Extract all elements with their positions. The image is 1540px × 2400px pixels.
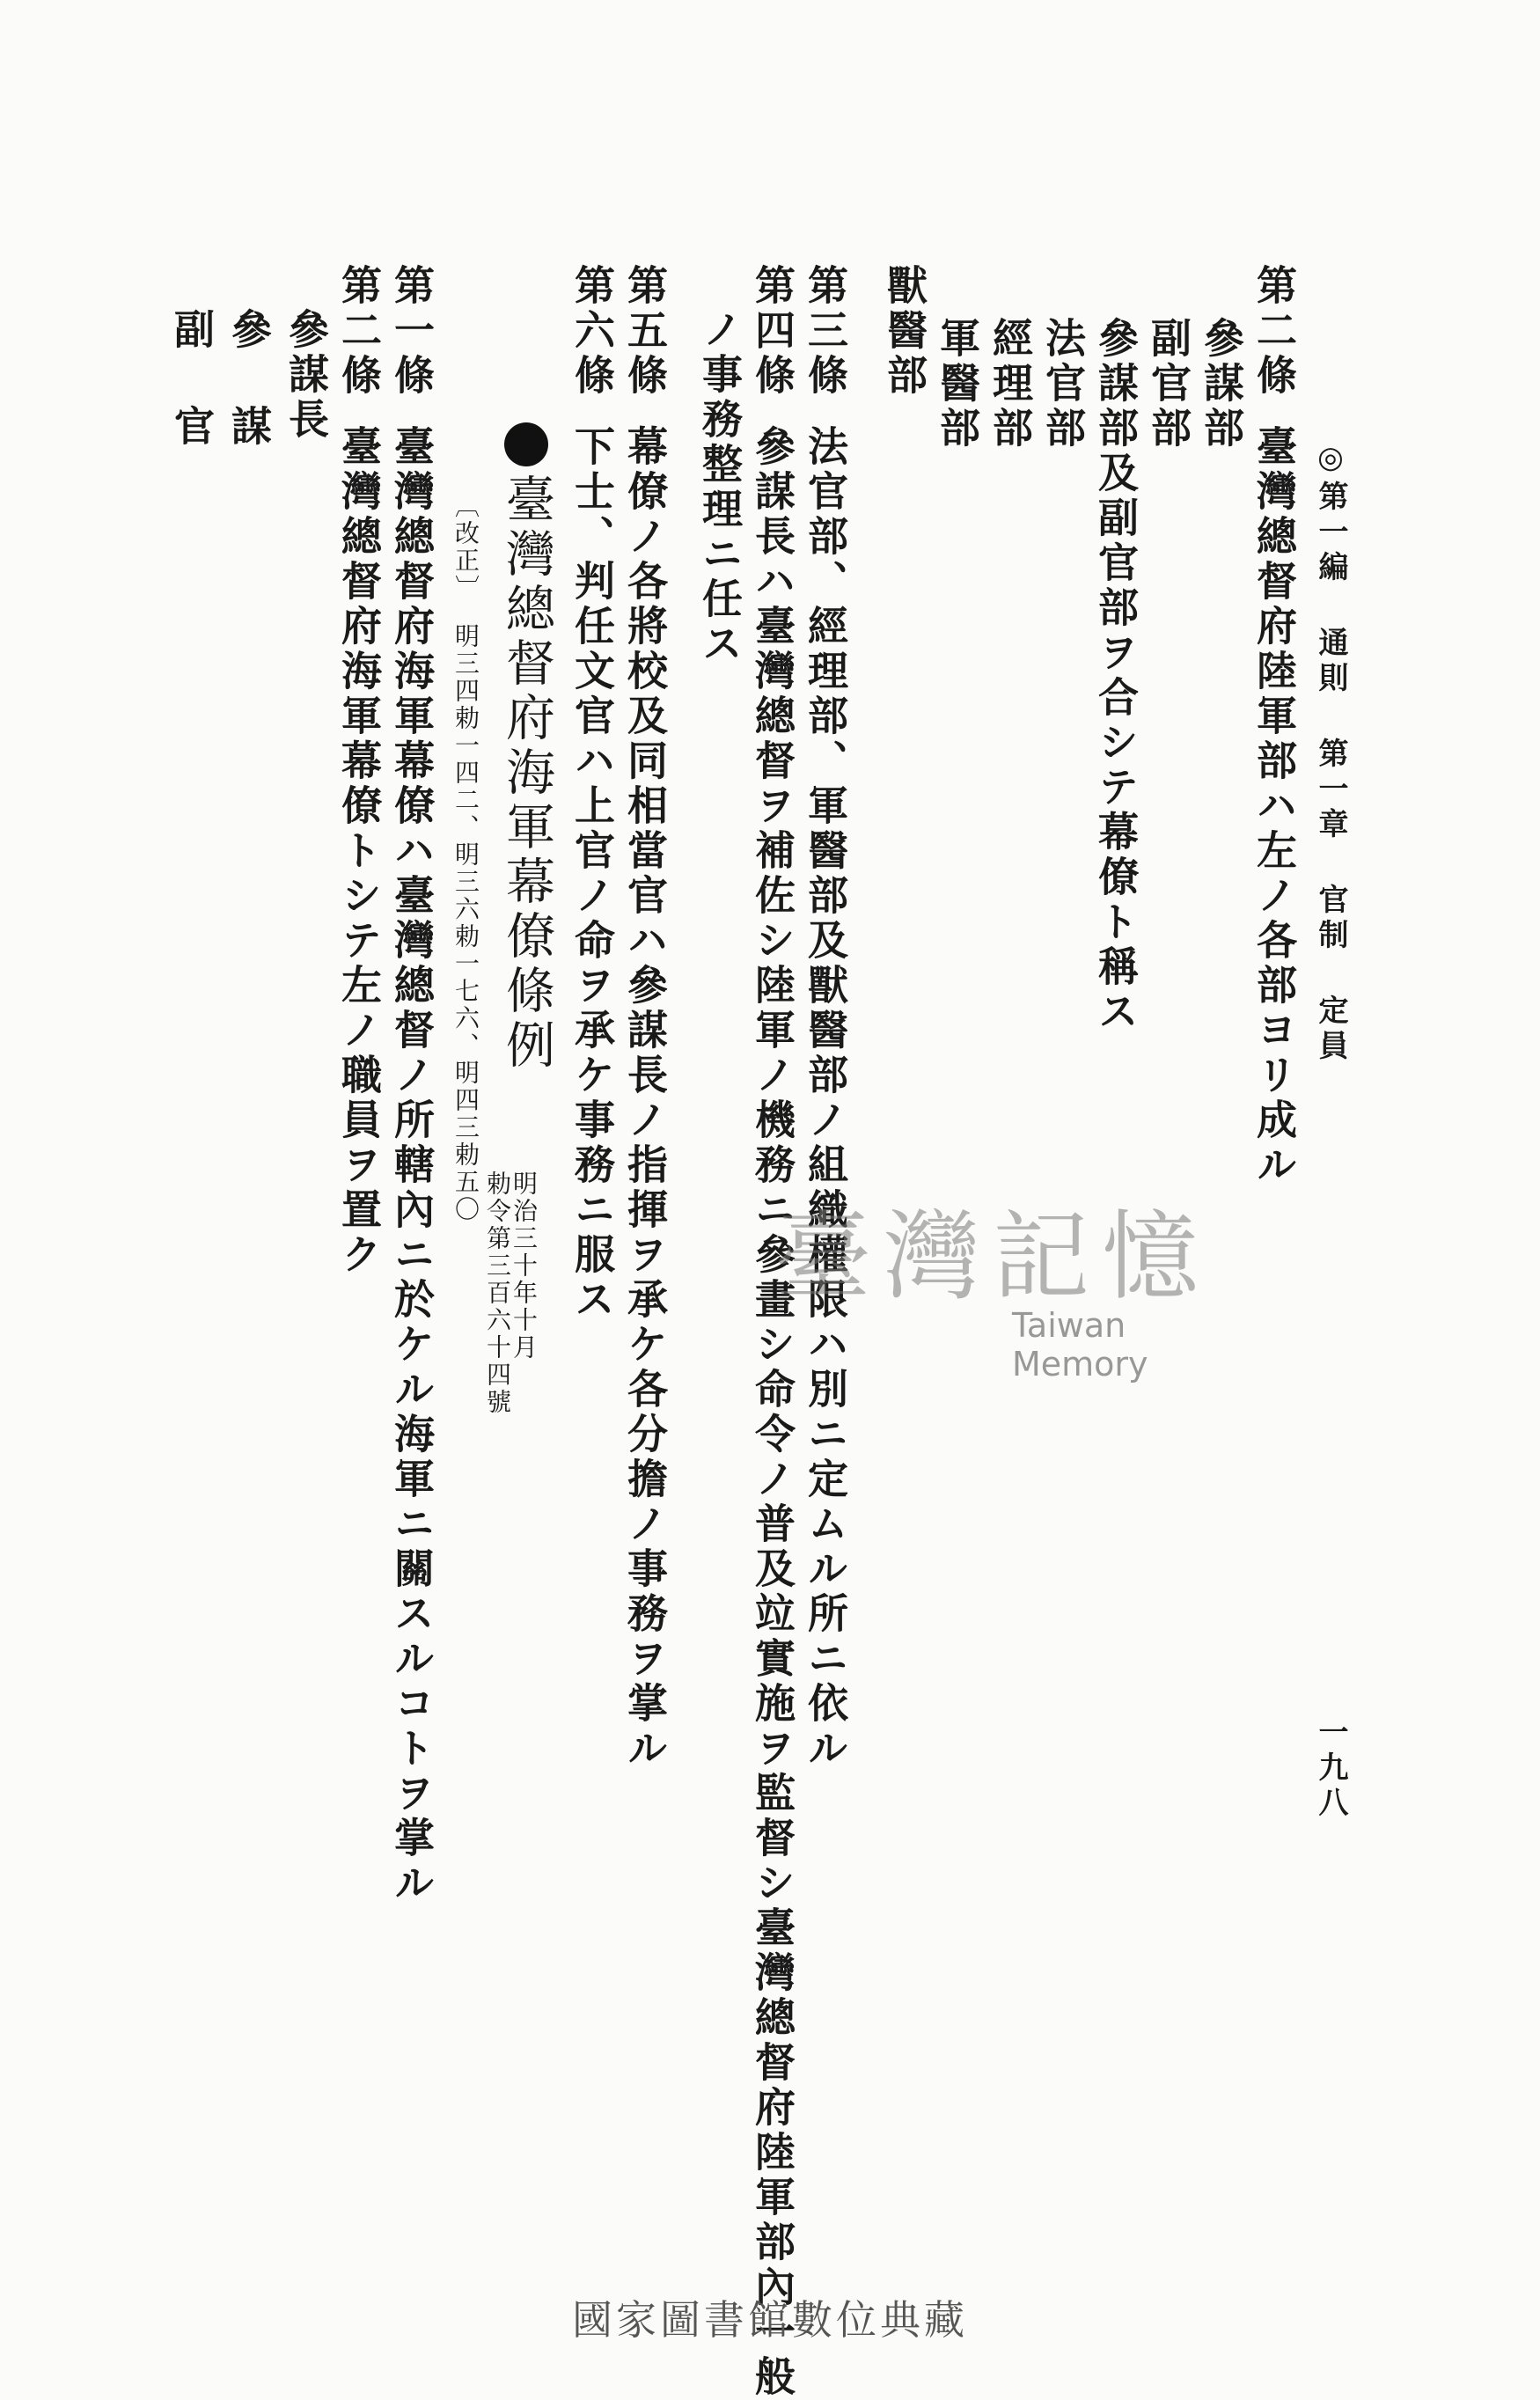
amendment-text: 明三四勅一四二、明三六勅一七六、明四三勅五〇 bbox=[451, 623, 480, 1223]
article-text: 參謀長ハ臺灣總督ヲ補佐シ陸軍ノ機務ニ參畫シ命令ノ普及竝實施ヲ監督シ臺灣總督府陸軍部內一般 bbox=[749, 425, 796, 2400]
department-item: 獸醫部 bbox=[881, 264, 928, 399]
article-heading: 第四條 bbox=[749, 264, 796, 399]
department-item: 軍醫部 bbox=[934, 317, 981, 451]
department-item: 經理部 bbox=[986, 317, 1034, 451]
regulation-title-text: 臺灣總督府海軍幕僚條例 bbox=[498, 473, 555, 1074]
army-article-5 bbox=[621, 264, 669, 1772]
watermark-caption: Taiwan Memory bbox=[1012, 1306, 1148, 1383]
article-heading: 第六條 bbox=[568, 264, 616, 399]
army-article-2 bbox=[1250, 264, 1298, 1188]
department-item: 參謀部及副官部ヲ合シテ幕僚ト稱ス bbox=[1092, 317, 1140, 1035]
watermark-text: 臺灣記憶 bbox=[774, 1200, 1211, 1313]
article-text: 幕僚ノ各將校及同相當官ハ參謀長ノ指揮ヲ承ケ各分擔ノ事務ヲ掌ル bbox=[621, 425, 669, 1772]
navy-article-1 bbox=[388, 264, 436, 1906]
staff-item: 參 謀 bbox=[225, 308, 273, 450]
article-text: 臺灣總督府陸軍部ハ左ノ各部ヨリ成ル bbox=[1250, 425, 1298, 1188]
army-article-4-continued: ノ事務整理ニ任ス bbox=[696, 308, 744, 667]
article-text: 臺灣總督府海軍幕僚トシテ左ノ職員ヲ置ク bbox=[335, 425, 383, 1278]
article-text: 下士、判任文官ハ上官ノ命ヲ承ケ事務ニ服ス bbox=[568, 425, 616, 1323]
staff-item: 副 官 bbox=[168, 308, 216, 450]
regulation-title bbox=[498, 422, 555, 1074]
army-article-3 bbox=[802, 264, 849, 1772]
article-text: 法官部、經理部、軍醫部及獸醫部ノ組織權限ハ別ニ定ムル所ニ依ル bbox=[802, 425, 849, 1772]
department-item: 法官部 bbox=[1039, 317, 1087, 451]
article-heading: 第二條 bbox=[335, 264, 383, 399]
article-text: 臺灣總督府海軍幕僚ハ臺灣總督ノ所轄內ニ於ケル海軍ニ關スルコトヲ掌ル bbox=[388, 425, 436, 1906]
article-heading: 第一條 bbox=[388, 264, 436, 399]
promulgation-line-1: 明治三十年十月 bbox=[510, 1171, 539, 1361]
army-article-6 bbox=[568, 264, 616, 1323]
article-heading: 第五條 bbox=[621, 264, 669, 399]
promulgation-line-2: 勅令第三百六十四號 bbox=[483, 1171, 512, 1416]
promulgation-date bbox=[484, 1171, 537, 1416]
footer-credit: 國家圖書館數位典藏 bbox=[572, 2296, 968, 2344]
navy-article-2 bbox=[335, 264, 383, 1278]
article-heading: 第三條 bbox=[802, 264, 849, 399]
department-item: 參謀部 bbox=[1198, 317, 1245, 451]
department-item: 副官部 bbox=[1145, 317, 1192, 451]
bullet-icon bbox=[504, 422, 548, 466]
staff-item: 參謀長 bbox=[282, 308, 330, 443]
page-number: 一九八 bbox=[1313, 1716, 1348, 1822]
amendment-label: 〔改正〕 bbox=[451, 493, 480, 602]
amendment-note bbox=[453, 493, 478, 1223]
watermark bbox=[774, 1179, 1267, 1383]
running-head: ◎第一編 通則 第一章 官制 定員 bbox=[1313, 440, 1348, 1065]
article-heading: 第二條 bbox=[1250, 264, 1298, 399]
